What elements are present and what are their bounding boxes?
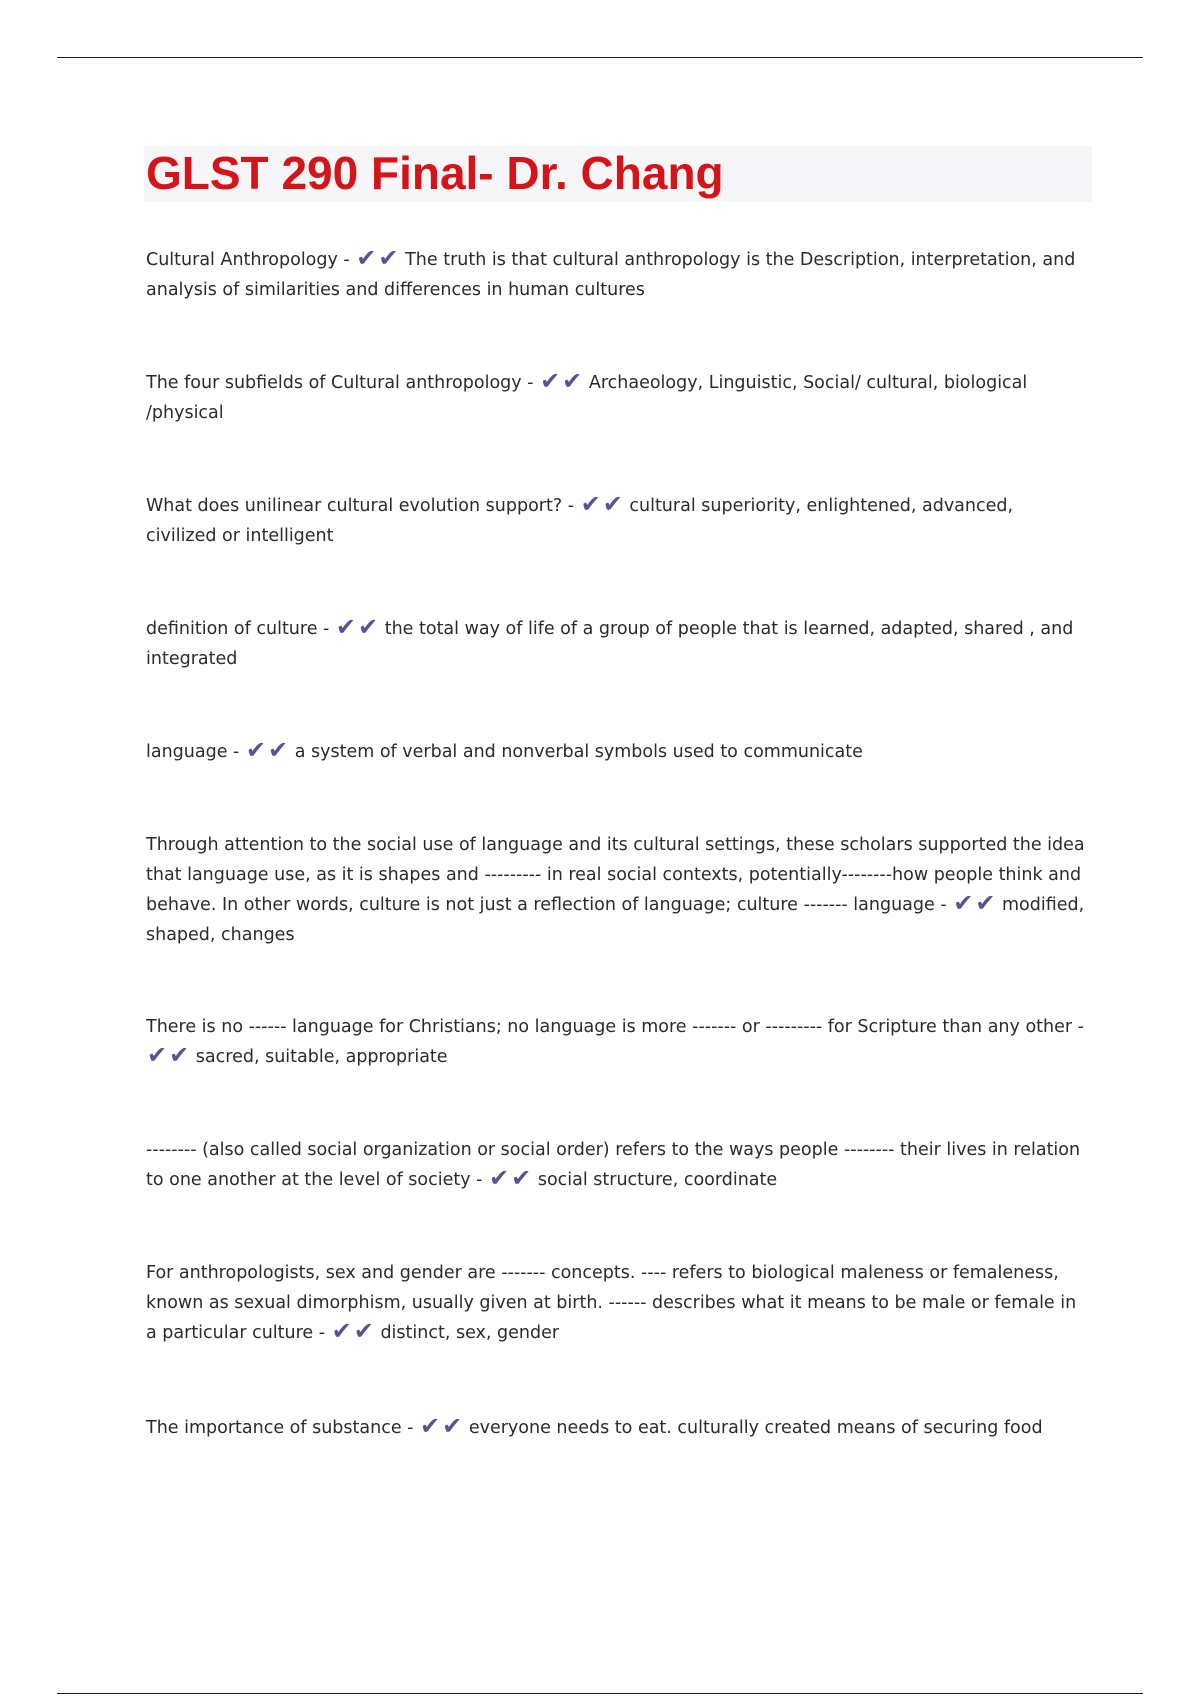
check-icon: ✔ — [268, 736, 289, 764]
answer-text: The truth is that cultural anthropology is the Description, interpretation, and analysis of similarities and differences in human cultures — [146, 250, 1076, 300]
check-icon: ✔ — [169, 1041, 190, 1069]
check-icon: ✔ — [580, 490, 601, 518]
answer-text: cultural superiority, enlightened, advanced, civilized or intelligent — [146, 496, 1014, 546]
bottom-rule — [57, 1693, 1143, 1694]
check-icon: ✔ — [442, 1412, 463, 1440]
question-text: The importance of substance - — [146, 1418, 420, 1438]
question-text: -------- (also called social organization or social order) refers to the ways people -------- their lives in relation to one another at the level of society - — [146, 1140, 1081, 1190]
document-title: GLST 290 Final- Dr. Chang — [146, 147, 724, 199]
entry-6 — [146, 830, 1086, 950]
question-text: language - — [146, 742, 245, 762]
answer-text: distinct, sex, gender — [380, 1323, 560, 1343]
check-icon: ✔ — [378, 244, 399, 272]
answer-text: Archaeology, Linguistic, Social/ cultural, biological /physical — [146, 373, 1028, 423]
question-text: Cultural Anthropology - — [146, 250, 356, 270]
top-rule — [57, 57, 1143, 58]
check-icon: ✔ — [245, 736, 267, 764]
entry-4 — [146, 614, 1086, 674]
answer-text: the total way of life of a group of people that is learned, adapted, shared , and integrated — [146, 619, 1074, 669]
question-text: What does unilinear cultural evolution support? - — [146, 496, 580, 516]
entry-10 — [146, 1413, 1086, 1443]
question-text: Through attention to the social use of language and its cultural settings, these scholars supported the idea that language use, as it is shapes and --------- in real social contexts, potentially--------how people think and behave. In other words, culture is not just a reflection of language; culture ------- language - — [146, 835, 1085, 915]
answer-text: everyone needs to eat. culturally created means of securing food — [468, 1418, 1043, 1438]
entry-8 — [146, 1135, 1086, 1195]
check-icon: ✔ — [358, 613, 379, 641]
check-icon: ✔ — [953, 889, 974, 917]
entry-1 — [146, 245, 1086, 305]
entry-3 — [146, 491, 1086, 551]
check-icon: ✔ — [147, 1041, 168, 1069]
check-icon: ✔ — [602, 490, 623, 518]
check-icon: ✔ — [356, 244, 377, 272]
answer-text: sacred, suitable, appropriate — [195, 1047, 448, 1067]
check-icon: ✔ — [489, 1164, 510, 1192]
entry-7 — [146, 1012, 1086, 1072]
question-text: definition of culture - — [146, 619, 335, 639]
check-icon: ✔ — [511, 1164, 532, 1192]
check-icon: ✔ — [353, 1317, 374, 1345]
question-text: For anthropologists, sex and gender are ------- concepts. ---- refers to biological maleness or femaleness, known as sexual dimorphism, usually given at birth. ------ describes what it means to be male or female in a particular culture - — [146, 1263, 1077, 1343]
check-icon: ✔ — [335, 613, 357, 641]
entry-2 — [146, 368, 1086, 428]
question-text: The four subfields of Cultural anthropology - — [146, 373, 540, 393]
question-text: There is no ------ language for Christians; no language is more ------- or --------- for Scripture than any other - — [146, 1017, 1084, 1037]
entry-5 — [146, 737, 1086, 767]
answer-text: modified, shaped, changes — [146, 895, 1085, 945]
entry-9 — [146, 1258, 1086, 1348]
check-icon: ✔ — [562, 367, 583, 395]
check-icon: ✔ — [331, 1317, 352, 1345]
answer-text: social structure, coordinate — [537, 1170, 778, 1190]
answer-text: a system of verbal and nonverbal symbols used to communicate — [294, 742, 863, 762]
check-icon: ✔ — [540, 367, 561, 395]
check-icon: ✔ — [975, 889, 996, 917]
check-icon: ✔ — [420, 1412, 441, 1440]
